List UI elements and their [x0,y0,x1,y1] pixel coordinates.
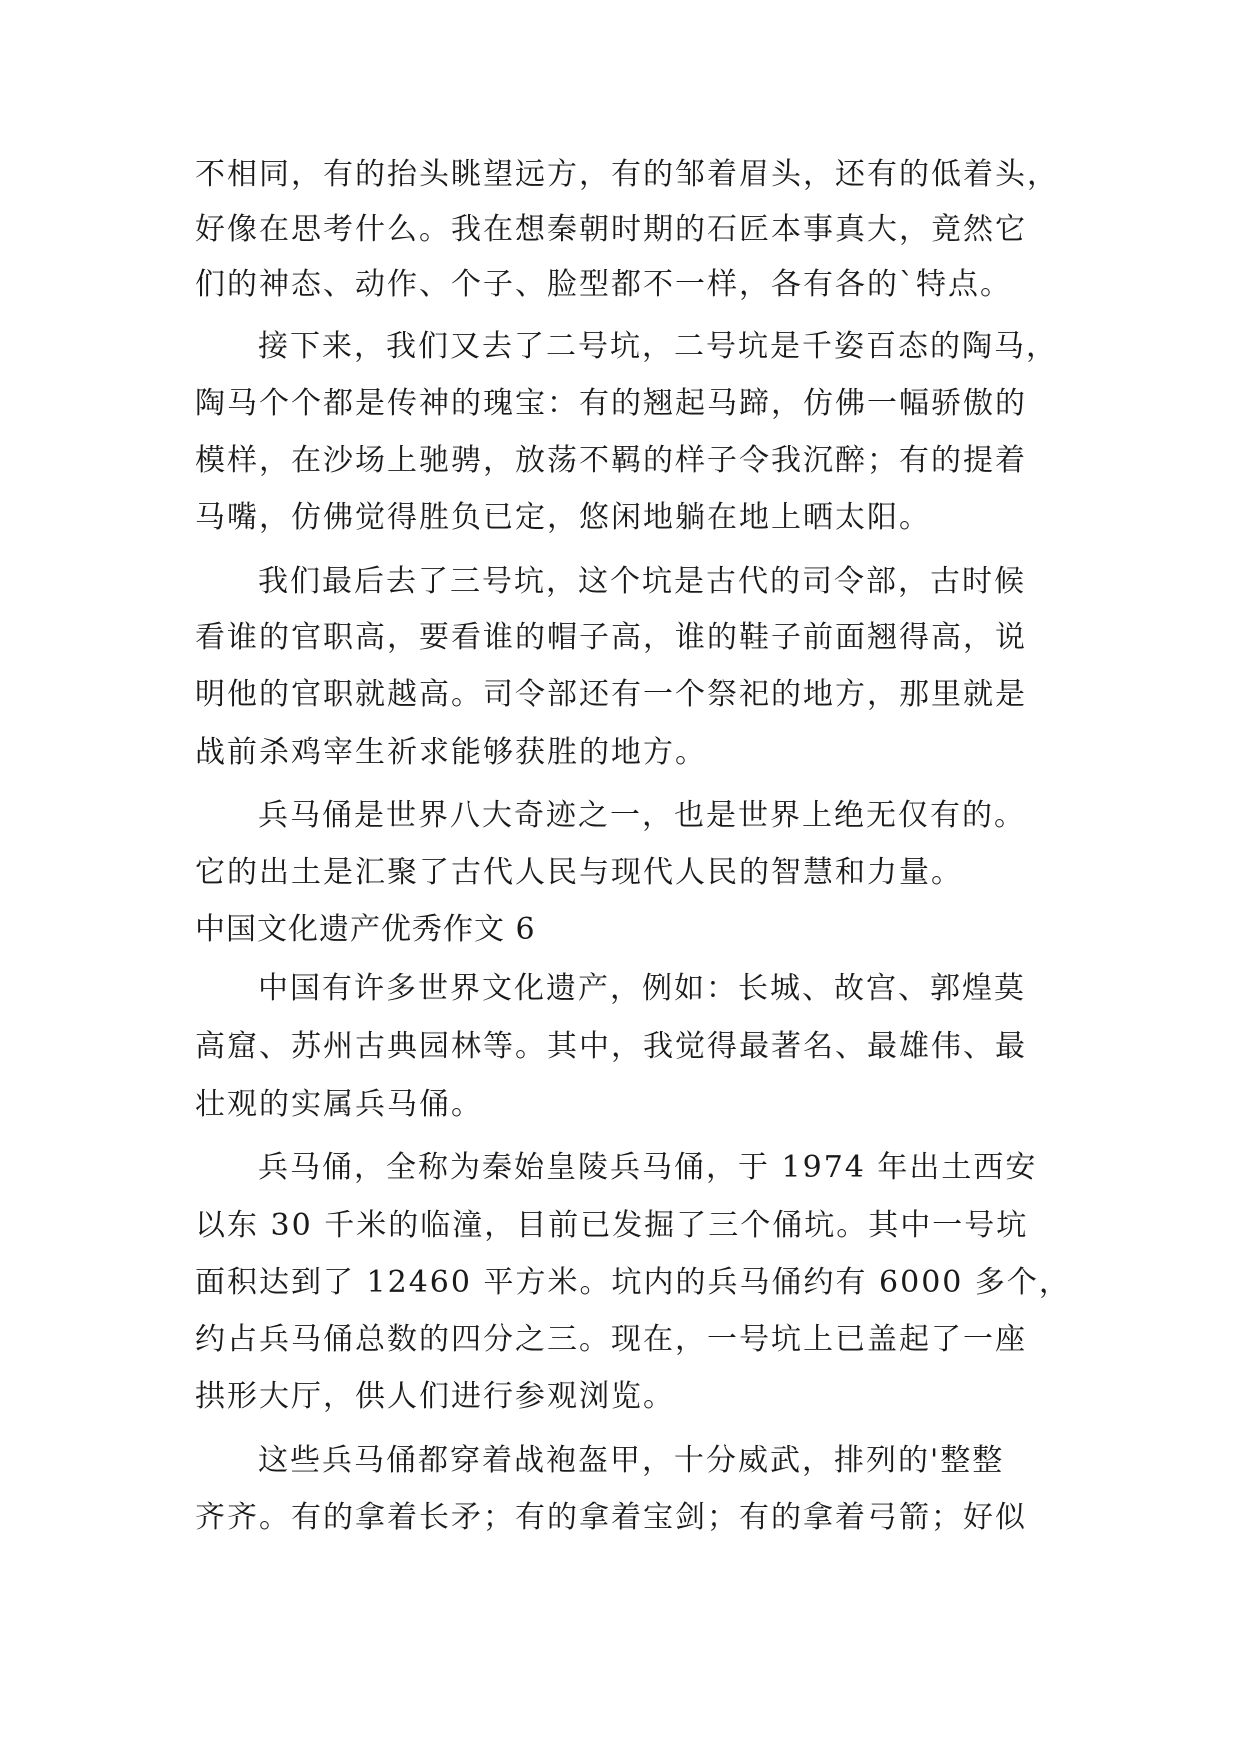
paragraph-first-line: 我们最后去了三号坑，这个坑是古代的司令部，古时候 [258,564,1026,599]
section-heading: 中国文化遗产优秀作文 6 [195,912,536,947]
text-line: 们的神态、动作、个子、脸型都不一样，各有各的`特点。 [195,267,1012,302]
text-line: 约占兵马俑总数的四分之三。现在，一号坑上已盖起了一座 [195,1322,1027,1357]
text-line: 看谁的官职高，要看谁的帽子高，谁的鞋子前面翘得高，说 [195,620,1027,655]
text-line: 壮观的实属兵马俑。 [195,1087,483,1122]
text-line: 面积达到了 12460 平方米。坑内的兵马俑约有 6000 多个， [195,1265,1071,1300]
text-line: 以东 30 千米的临潼，目前已发掘了三个俑坑。其中一号坑 [195,1208,1029,1243]
text-line: 高窟、苏州古典园林等。其中，我觉得最著名、最雄伟、最 [195,1029,1027,1064]
text-line: 陶马个个都是传神的瑰宝：有的翘起马蹄，仿佛一幅骄傲的 [195,386,1027,421]
text-line: 齐齐。有的拿着长矛；有的拿着宝剑；有的拿着弓箭；好似 [195,1500,1027,1535]
text-line: 它的出土是汇聚了古代人民与现代人民的智慧和力量。 [195,855,963,890]
text-line: 不相同，有的抬头眺望远方，有的邹着眉头，还有的低着头， [195,157,1059,192]
paragraph-first-line: 接下来，我们又去了二号坑，二号坑是千姿百态的陶马， [258,329,1058,364]
text-line: 好像在思考什么。我在想秦朝时期的石匠本事真大，竟然它 [195,212,1027,247]
text-line: 战前杀鸡宰生祈求能够获胜的地方。 [195,735,707,770]
text-line: 模样，在沙场上驰骋，放荡不羁的样子令我沉醉；有的提着 [195,443,1027,478]
text-line: 明他的官职就越高。司令部还有一个祭祀的地方，那里就是 [195,677,1027,712]
paragraph-first-line: 兵马俑，全称为秦始皇陵兵马俑，于 1974 年出土西安 [258,1150,1038,1185]
paragraph-first-line: 兵马俑是世界八大奇迹之一，也是世界上绝无仅有的。 [258,798,1026,833]
paragraph-first-line: 这些兵马俑都穿着战袍盔甲，十分威武，排列的'整整 [258,1443,1005,1478]
text-line: 拱形大厅，供人们进行参观浏览。 [195,1379,675,1414]
text-line: 马嘴，仿佛觉得胜负已定，悠闲地躺在地上晒太阳。 [195,500,931,535]
paragraph-first-line: 中国有许多世界文化遗产，例如：长城、故宫、郭煌莫 [258,971,1026,1006]
